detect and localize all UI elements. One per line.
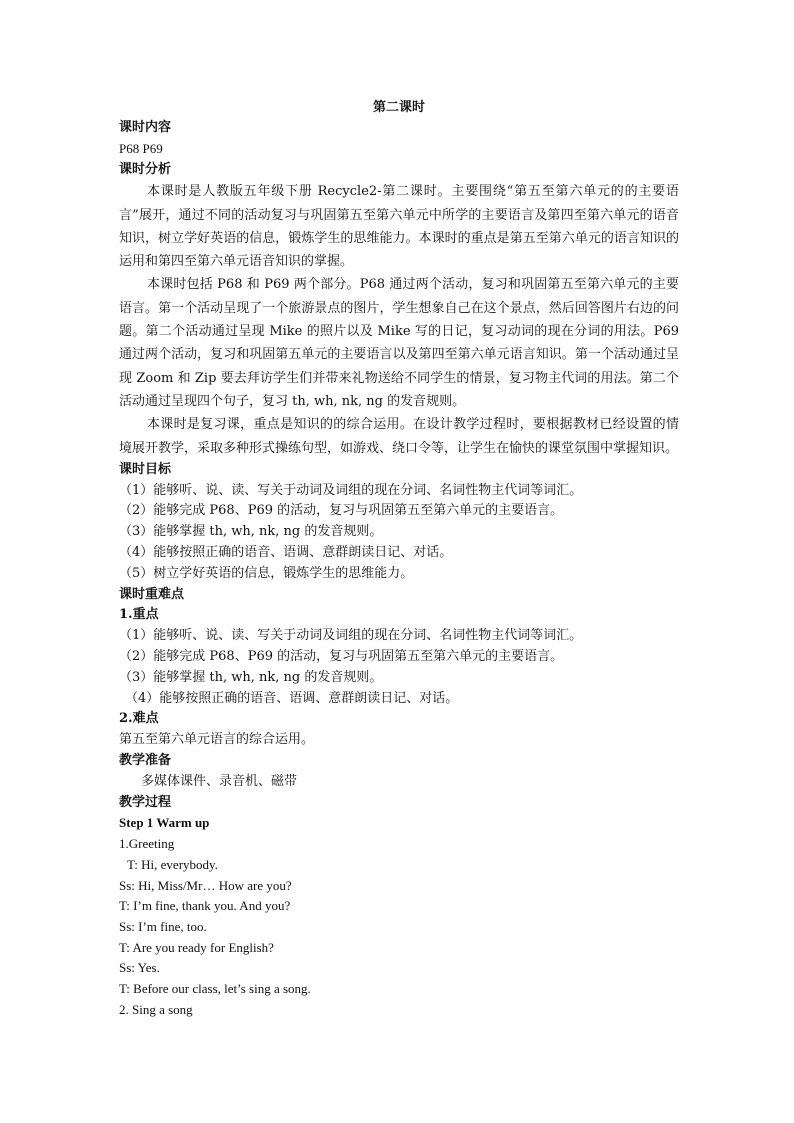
key-point-item: （1）能够听、说、读、写关于动词及词组的现在分词、名词性物主代词等词汇。 — [119, 628, 583, 644]
document-page — [119, 98, 679, 1020]
dialogue-line: T: Are you ready for English? — [119, 939, 274, 955]
dialogue-line: T: I’m fine, thank you. And you? — [119, 898, 291, 914]
content-heading: 课时内容 — [119, 120, 172, 135]
key-points-list — [119, 626, 679, 709]
page-title: 第二课时 — [372, 100, 425, 115]
key-point-item: （3）能够掌握 th, wh, nk, ng 的发音规则。 — [119, 669, 383, 685]
key-points-heading: 1.重点 — [119, 607, 159, 623]
key-point-item: （4）能够按照正确的语音、语调、意群朗读日记、对话。 — [125, 690, 459, 706]
greeting-label: 1.Greeting — [119, 836, 175, 852]
difficult-points-text: 第五至第六单元语言的综合运用。 — [119, 732, 315, 748]
analysis-heading: 课时分析 — [119, 161, 172, 177]
goal-item: （1）能够听、说、读、写关于动词及词组的现在分词、名词性物主代词等词汇。 — [119, 482, 583, 498]
analysis-paragraph-2: 本课时包括 P68 和 P69 两个部分。P68 通过两个活动，复习和巩固第五至第六单元的主要语言。第一个活动呈现了一个旅游景点的图片，学生想象自己在这个景点，然后回答图片右边的问题。第二个活动通过呈现 Mike 的照片以及 Mike 写的日记，复习动词的现在分词的用法。P69 通过两个活动，复习和巩固第五单元的主要语言以及第四至第六单元语言知识。第一个活动通过呈现 Zoom 和 Zip 要去拜访学生们并带来礼物送给不同学生的情景，复习物主代词的用法。第二个活动通过呈现四个句子，复习 th, wh, nk, ng 的发音规则。 — [119, 277, 679, 409]
dialogue-line: Ss: Hi, Miss/Mr… How are you? — [119, 877, 292, 893]
dialogue-line: T: Before our class, let’s sing a song. — [119, 981, 311, 997]
process-heading: 教学过程 — [119, 794, 172, 810]
goals-heading: 课时目标 — [119, 461, 172, 477]
dialogue-line: T: Hi, everybody. — [127, 856, 218, 872]
goal-item: （3）能够掌握 th, wh, nk, ng 的发音规则。 — [119, 524, 383, 540]
prep-text: 多媒体课件、录音机、磁带 — [141, 773, 298, 789]
song-label: 2. Sing a song — [119, 1001, 193, 1017]
step-1-heading: Step 1 Warm up — [119, 815, 210, 831]
difficult-points-heading: 2.难点 — [119, 711, 159, 727]
prep-heading: 教学准备 — [119, 753, 172, 769]
dialogue-line: Ss: Yes. — [119, 960, 160, 976]
key-point-item: （2）能够完成 P68、P69 的活动，复习与巩固第五至第六单元的主要语言。 — [119, 649, 564, 665]
analysis-paragraph-3: 本课时是复习课，重点是知识的的综合运用。在设计教学过程时，要根据教材已经设置的情境展开教学，采取多种形式操练句型，如游戏、绕口令等，让学生在愉快的课堂氛围中掌握知识。 — [119, 417, 679, 456]
dialogue-line: Ss: I’m fine, too. — [119, 918, 207, 934]
content-text: P68 P69 — [119, 140, 163, 156]
goal-item: （5）树立学好英语的信息，锻炼学生的思维能力。 — [119, 565, 414, 581]
goal-item: （4）能够按照正确的语音、语调、意群朗读日记、对话。 — [119, 545, 453, 561]
goal-item: （2）能够完成 P68、P69 的活动，复习与巩固第五至第六单元的主要语言。 — [119, 503, 564, 519]
analysis-paragraph-1: 本课时是人教版五年级下册 Recycle2-第二课时。主要围绕“第五至第六单元的的主要语言”展开，通过不同的活动复习与巩固第五至第六单元中所学的主要语言及第四至第六单元的语音知识，树立学好英语的信息，锻炼学生的思维能力。本课时的重点是第五至第六单元的语言知识的运用和第四至第六单元语音知识的掌握。 — [119, 184, 679, 270]
goals-list — [119, 481, 679, 585]
key-difficult-heading: 课时重难点 — [119, 586, 185, 602]
